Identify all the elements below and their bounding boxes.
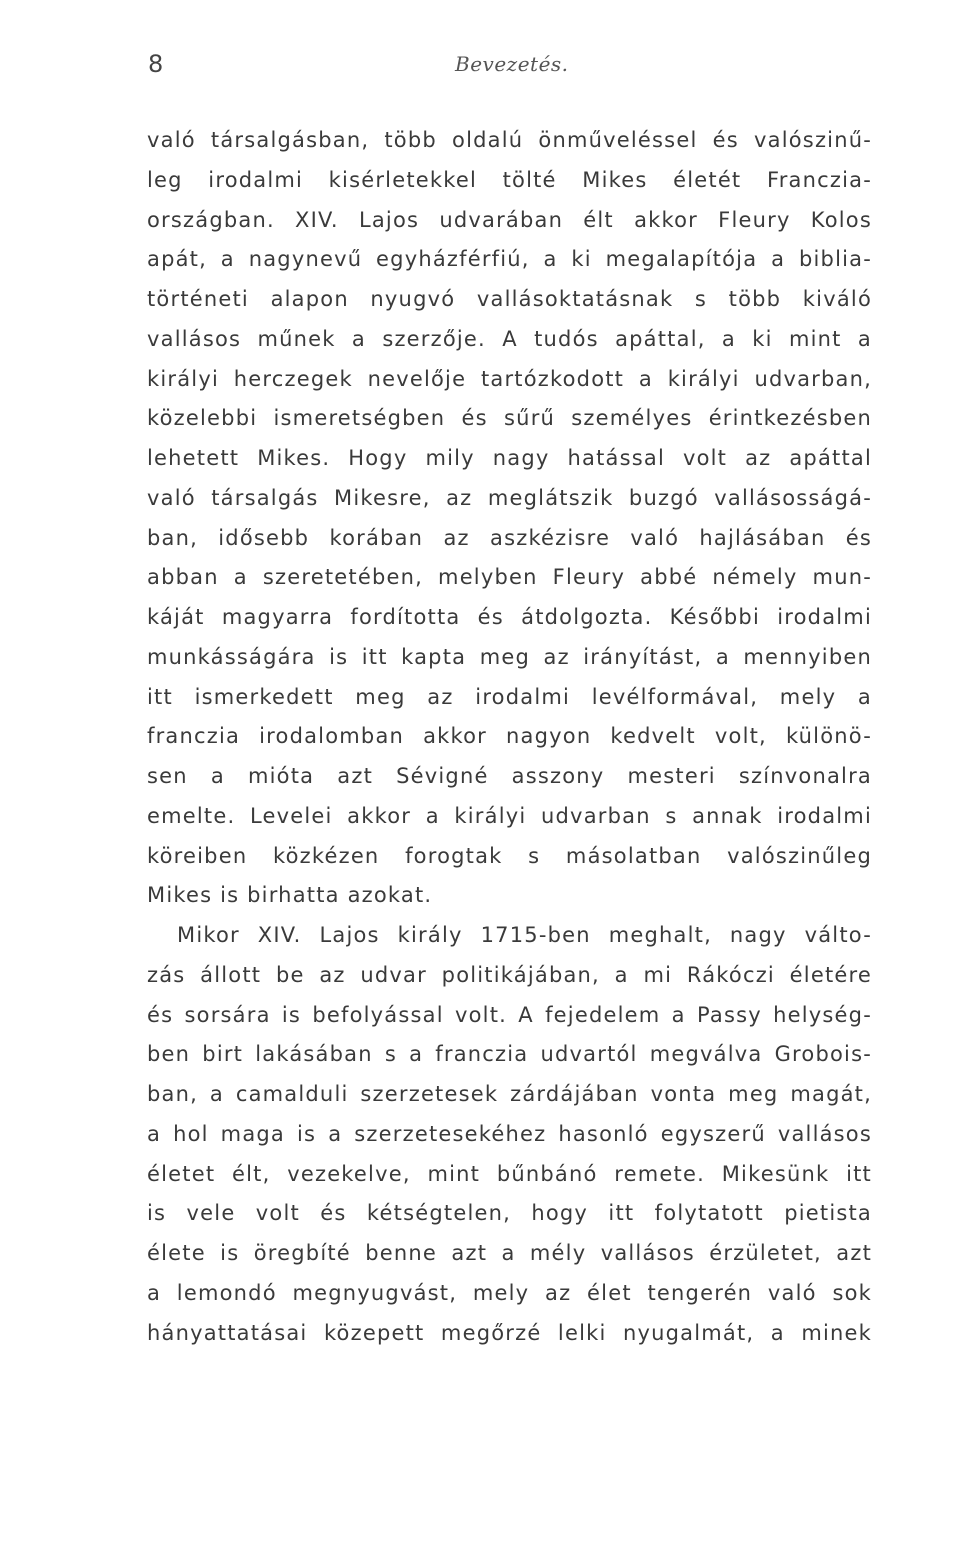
text-line: abban a szeretetében, melyben Fleury abbé némely mun- (147, 565, 872, 590)
text-line: is vele volt és kétségtelen, hogy itt folytatott pietista (147, 1201, 872, 1226)
text-line: káját magyarra fordította és átdolgozta. Későbbi irodalmi (147, 605, 872, 629)
text-line: Mikes is birhatta azokat. (147, 883, 433, 908)
body-text (147, 121, 872, 1353)
text-line: munkásságára is itt kapta meg az irányítást, a mennyiben (147, 644, 872, 669)
text-line: apát, a nagynevű egyházférfiú, a ki megalapítója a biblia- (147, 247, 872, 272)
text-line: és sorsára is befolyással volt. A fejedelem a Passy helység- (147, 1002, 872, 1027)
text-line: életet élt, vezekelve, mint bűnbánó remete. Mikesünk itt (147, 1161, 872, 1186)
text-line: való társalgás Mikesre, az meglátszik buzgó vallásosságá- (147, 485, 872, 510)
running-head (148, 50, 708, 90)
text-line: franczia irodalomban akkor nagyon kedvelt volt, különö- (147, 724, 872, 749)
text-line: országban. XIV. Lajos udvarában élt akkor Fleury Kolos (147, 207, 872, 232)
text-line: ban, a camalduli szerzetesek zárdájában vonta meg magát, (147, 1082, 872, 1106)
text-line: hányattatásai közepett megőrzé lelki nyugalmát, a minek (147, 1320, 872, 1345)
text-line: való társalgásban, több oldalú önműveléssel és valószinű- (147, 128, 872, 152)
text-line: zás állott be az udvar politikájában, a mi Rákóczi életére (147, 962, 872, 987)
paragraph-start-line: Mikor XIV. Lajos király 1715-ben meghalt, nagy válto- (177, 923, 872, 947)
text-line: ben birt lakásában s a franczia udvartól megválva Grobois- (147, 1042, 872, 1067)
text-line: a hol maga is a szerzetesekéhez hasonló egyszerű vallásos (147, 1121, 872, 1146)
running-title: Bevezetés. (455, 52, 569, 76)
text-line: vallásos műnek a szerzője. A tudós apáttal, a ki mint a (147, 326, 872, 351)
page-number: 8 (148, 50, 164, 78)
text-line: sen a mióta azt Sévigné asszony mesteri színvonalra (147, 764, 872, 788)
text-line: lehetett Mikes. Hogy mily nagy hatással volt az apáttal (147, 446, 872, 470)
text-line: történeti alapon nyugvó vallásoktatásnak s több kiváló (147, 287, 872, 311)
text-line: emelte. Levelei akkor a királyi udvarban s annak irodalmi (147, 803, 872, 828)
text-line: itt ismerkedett meg az irodalmi levélformával, mely a (147, 684, 872, 709)
text-line: élete is öregbíté benne azt a mély vallásos érzületet, azt (147, 1241, 872, 1265)
text-line: a lemondó megnyugvást, mely az élet tengerén való sok (147, 1280, 872, 1305)
text-line: ban, idősebb korában az aszkézisre való hajlásában és (147, 525, 872, 550)
text-line: leg irodalmi kisérletekkel tölté Mikes életét Franczia- (147, 167, 872, 192)
text-line: köreiben közkézen forogtak s másolatban valószinűleg (147, 843, 872, 868)
text-line: közelebbi ismeretségben és sűrű személyes érintkezésben (147, 406, 872, 431)
text-line: királyi herczegek nevelője tartózkodott a királyi udvarban, (147, 366, 872, 391)
